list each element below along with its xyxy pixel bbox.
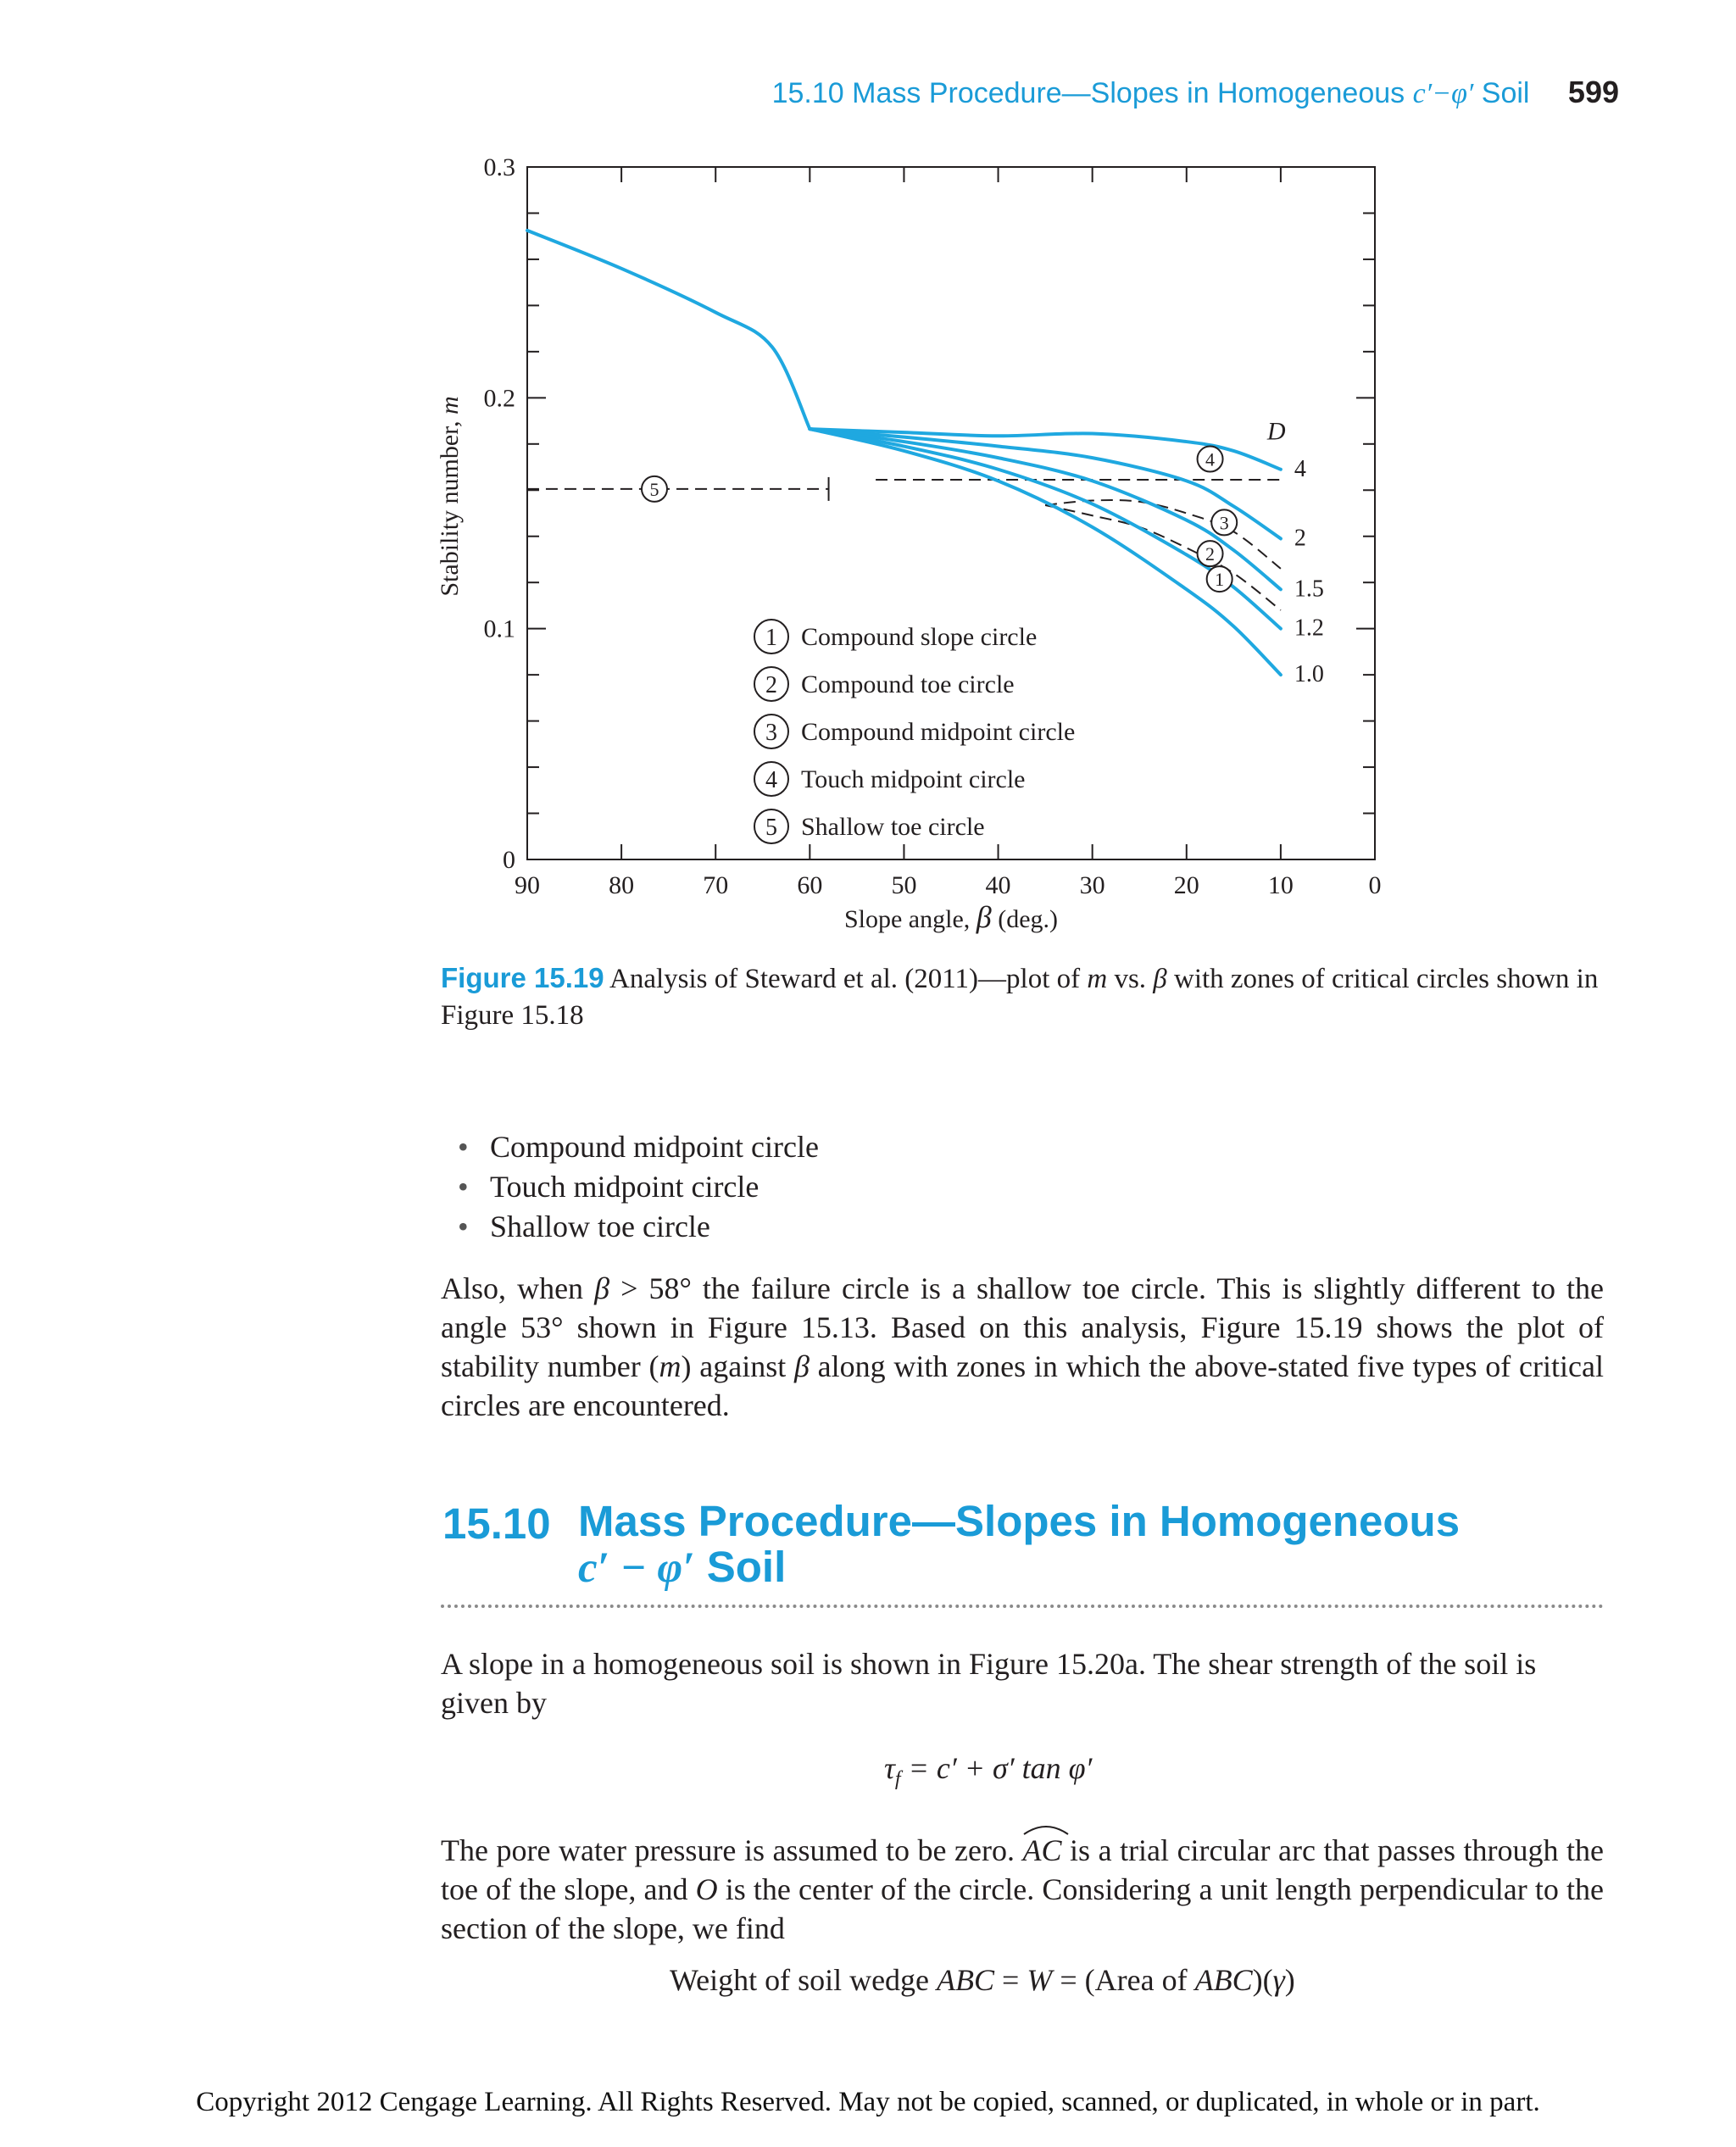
curve-label: 4 (1294, 455, 1306, 482)
x-tick-label: 80 (609, 871, 635, 899)
eq2-text: )( (1252, 1963, 1273, 1997)
zone-marker-number: 5 (649, 478, 659, 500)
eq-tau: τ (884, 1751, 895, 1785)
para1-beta: β (793, 1349, 810, 1383)
x-tick-label: 60 (797, 871, 823, 899)
section-title-math: c′ − φ′ (578, 1544, 695, 1592)
legend-number: 5 (765, 815, 777, 841)
x-tick-label: 40 (985, 871, 1011, 899)
running-title: 15.10 Mass Procedure—Slopes in Homogeneous (771, 77, 1413, 109)
curve-label: 1.2 (1294, 615, 1324, 642)
zone-marker-number: 1 (1215, 569, 1225, 591)
eq-sub: f (894, 1768, 901, 1791)
caption-text-1: Analysis of Steward et al. (2011)—plot of (604, 964, 1088, 994)
caption-beta: β (1153, 964, 1167, 994)
legend-number: 3 (765, 720, 777, 746)
list-item: • Compound midpoint circle (458, 1127, 819, 1167)
bullet-list (458, 1127, 819, 1247)
para1-text: ) against (681, 1349, 794, 1383)
legend-label: Compound slope circle (801, 623, 1038, 651)
legend-label: Compound toe circle (801, 670, 1015, 698)
x-tick-label: 50 (891, 871, 917, 899)
page-number: 599 (1567, 75, 1619, 109)
curve-label: 1.5 (1294, 576, 1324, 603)
para1-text: Also, when (441, 1271, 595, 1305)
legend-label: Shallow toe circle (801, 813, 985, 841)
legend-label: Touch midpoint circle (801, 765, 1026, 793)
section-number: 15.10 (442, 1499, 551, 1548)
stability-chart (432, 140, 1433, 945)
para1-text: along with zones in which the above-stated five types of critical circles are encountered. (441, 1349, 1604, 1422)
caption-m: m (1087, 964, 1108, 994)
para1-beta: β (594, 1271, 610, 1305)
caption-text-3: with zones of critical circles shown in Figure 15.18 (441, 964, 1599, 1031)
copyright-footer: Copyright 2012 Cengage Learning. All Rights Reserved. May not be copied, scanned, or duplicated, in whole or in part. (196, 2087, 1540, 2117)
legend-number: 2 (765, 672, 777, 698)
x-tick-label: 30 (1079, 871, 1105, 899)
x-tick-label: 70 (703, 871, 729, 899)
curve-label: 1.0 (1294, 661, 1324, 688)
curve-parameter-label: D (1266, 417, 1286, 446)
list-item: • Shallow toe circle (458, 1207, 819, 1247)
running-title-math: c′−φ′ (1412, 78, 1474, 109)
arc-label: AC (1022, 1833, 1062, 1867)
para1-text: > 58° the failure circle is a shallow toe circle. This is slightly different to the angle 53° shown in Figure 15.13. Based on this analysis, Figure 15.19 shows the plot of stability number ( (441, 1271, 1604, 1383)
y-tick-label: 0.1 (483, 615, 515, 643)
paragraph-1 (441, 1269, 1604, 1425)
eq2-w: W (1027, 1963, 1053, 1997)
x-tick-label: 90 (515, 871, 540, 899)
paragraph-3 (441, 1831, 1604, 1948)
section-title (578, 1499, 1460, 1591)
figure-label: Figure 15.19 (441, 962, 604, 993)
eq2-text: = (994, 1963, 1027, 1997)
y-tick-label: 0.2 (483, 384, 515, 413)
section-divider (441, 1605, 1604, 1608)
running-header (772, 75, 1619, 110)
para3-o: O (695, 1872, 718, 1906)
eq2-text: Weight of soil wedge (670, 1963, 938, 1997)
shear-strength-equation (884, 1750, 1092, 1791)
arc-symbol (1022, 1822, 1070, 1836)
zone-marker-number: 2 (1205, 543, 1216, 565)
para3-text: is a trial circular arc that passes through the toe of the slope, and (441, 1833, 1604, 1906)
figure-caption (441, 959, 1611, 1034)
series-line-main (527, 231, 810, 429)
para3-text: The pore water pressure is assumed to be zero. (441, 1833, 1023, 1867)
legend-number: 1 (765, 625, 777, 651)
section-title-line1: Mass Procedure—Slopes in Homogeneous (578, 1497, 1461, 1545)
eq2-text: = (Area of (1052, 1963, 1195, 1997)
zone-marker-number: 4 (1205, 448, 1216, 470)
y-axis-label: Stability number, m (436, 396, 464, 597)
paragraph-2: A slope in a homogeneous soil is shown in Figure 15.20a. The shear strength of the soil is given by (441, 1647, 1537, 1720)
zone-marker-number: 3 (1219, 512, 1229, 534)
eq2-text: ) (1284, 1963, 1295, 1997)
curve-label: 2 (1294, 525, 1306, 552)
eq-rest: = c′ + σ′ tan φ′ (900, 1751, 1093, 1785)
legend-number: 4 (765, 767, 777, 793)
legend-label: Compound midpoint circle (801, 718, 1076, 746)
list-item: • Touch midpoint circle (458, 1167, 819, 1207)
eq2-abc: ABC (1194, 1963, 1253, 1997)
para3-text: is the center of the circle. Considering a unit length perpendicular to the section of the slope, we find (441, 1872, 1604, 1945)
eq2-gamma: γ (1272, 1963, 1285, 1997)
x-tick-label: 20 (1173, 871, 1199, 899)
eq2-abc: ABC (937, 1963, 995, 1997)
y-tick-label: 0.3 (483, 153, 515, 181)
y-tick-label: 0 (503, 846, 515, 874)
x-axis-label: Slope angle, β (deg.) (843, 900, 1059, 934)
running-title-end: Soil (1473, 77, 1530, 109)
caption-text-2: vs. (1107, 964, 1154, 994)
para1-m: m (659, 1349, 682, 1383)
plot-frame (527, 167, 1375, 859)
section-title-end: Soil (694, 1543, 787, 1591)
x-tick-label: 0 (1368, 871, 1382, 899)
arc-ac (1022, 1831, 1061, 1870)
x-tick-label: 10 (1267, 871, 1294, 899)
weight-equation (670, 1962, 1295, 1998)
